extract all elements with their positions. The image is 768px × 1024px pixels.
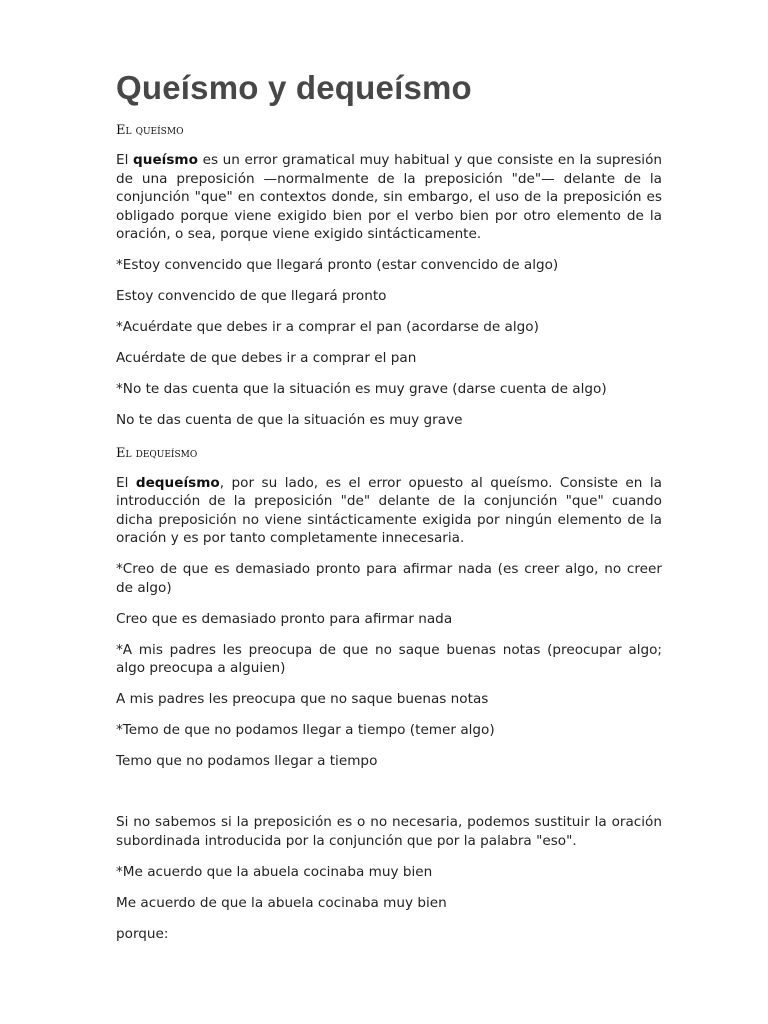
example-line: *No te das cuenta que la situación es muy grave (darse cuenta de algo) bbox=[116, 381, 607, 397]
example-line: Acuérdate de que debes ir a comprar el pan bbox=[116, 350, 417, 366]
intro-text-after: es un error gramatical muy habitual y que consiste en la supresión de una preposición —normalmente de la preposición "de"— delante de la conjunción "que" en contextos donde, sin embargo, el uso de la preposición es obligado porque viene exigido bien por el verbo bien por otro elemento de la oración, o sea, porque viene exigido sintácticamente. bbox=[116, 152, 663, 242]
example-line: A mis padres les preocupa que no saque buenas notas bbox=[116, 691, 489, 707]
closing-paragraph: Si no sabemos si la preposición es o no necesaria, podemos sustituir la oración subordinada introducida por la conjunción que por la palabra "eso". bbox=[116, 814, 662, 849]
section-intro-dequeismo bbox=[116, 474, 662, 548]
example-line: *Me acuerdo que la abuela cocinaba muy bien bbox=[116, 863, 433, 880]
document-title: Queísmo y dequeísmo bbox=[116, 69, 472, 106]
document-page bbox=[116, 62, 662, 956]
example-line: *Temo de que no podamos llegar a tiempo (temer algo) bbox=[116, 722, 495, 738]
intro-term-bold: dequeísmo bbox=[135, 474, 220, 491]
example-line: No te das cuenta de que la situación es muy grave bbox=[116, 412, 463, 428]
intro-text-before: El bbox=[116, 474, 136, 491]
example-line: Temo que no podamos llegar a tiempo bbox=[116, 753, 378, 769]
intro-text-after: , por su lado, es el error opuesto al queísmo. Consiste en la introducción de la preposición "de" delante de la conjunción "que" cuando dicha preposición no viene sintácticamente exigida por ningún elemento de la oración y es por tanto completamente innecesaria. bbox=[116, 474, 662, 546]
example-line: *A mis padres les preocupa de que no saque buenas notas (preocupar algo; algo preocupa a alguien) bbox=[116, 641, 662, 676]
example-line: Me acuerdo de que la abuela cocinaba muy bien bbox=[116, 894, 447, 911]
section-heading-dequeismo: El dequeísmo bbox=[116, 445, 198, 461]
intro-term-bold: queísmo bbox=[133, 152, 198, 168]
section-heading-queismo: El queísmo bbox=[116, 123, 184, 138]
example-line: Creo que es demasiado pronto para afirmar nada bbox=[116, 610, 453, 627]
example-line: *Acuérdate que debes ir a comprar el pan (acordarse de algo) bbox=[116, 319, 539, 335]
intro-text-before: El bbox=[116, 152, 134, 168]
example-line: *Creo de que es demasiado pronto para afirmar nada (es creer algo, no creer de algo) bbox=[116, 561, 662, 596]
example-line: *Estoy convencido que llegará pronto (estar convencido de algo) bbox=[116, 257, 559, 273]
section-intro-queismo bbox=[116, 151, 662, 244]
example-line: Estoy convencido de que llegará pronto bbox=[116, 288, 387, 304]
blank-space bbox=[116, 783, 662, 813]
example-line: porque: bbox=[116, 925, 169, 942]
